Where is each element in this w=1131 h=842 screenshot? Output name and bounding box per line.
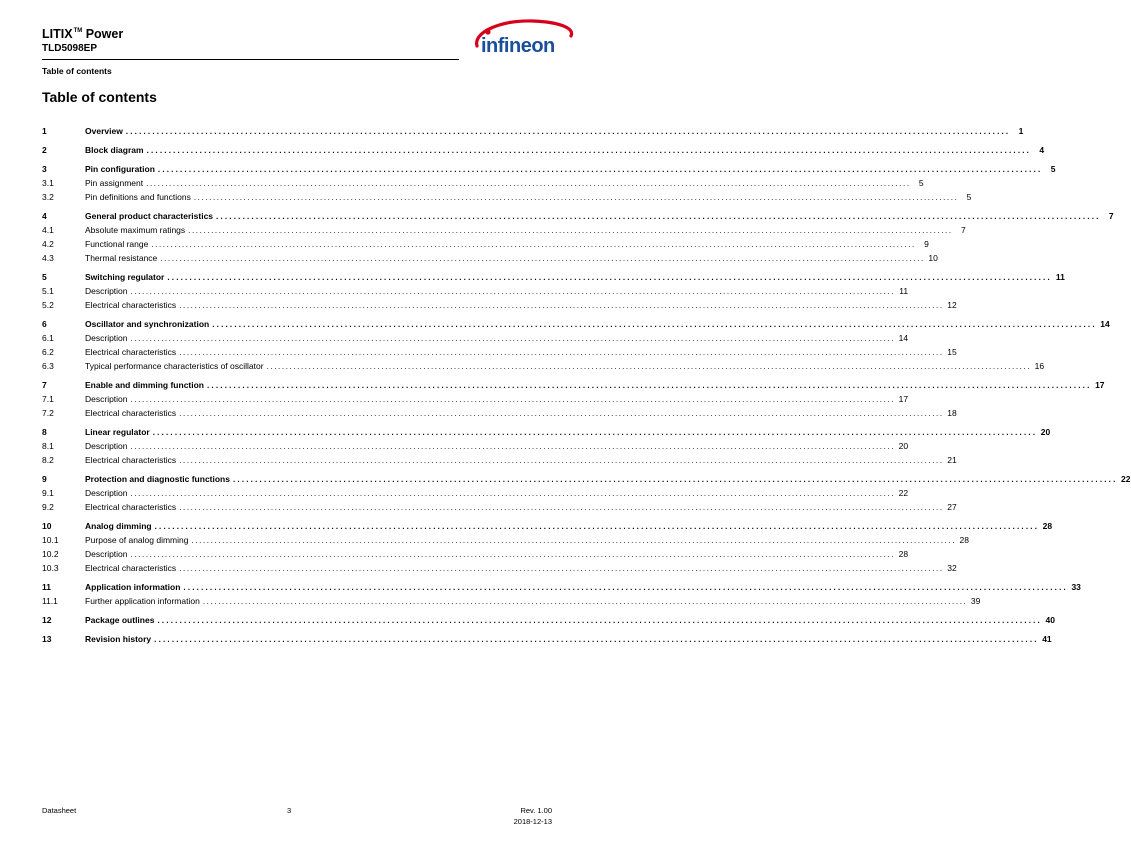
toc-entry-page: 28 [898, 549, 909, 559]
toc-dot-leader: ........................................................................................................................................................................................................ [152, 428, 1038, 437]
toc-section-entry[interactable] [42, 547, 909, 561]
toc-dot-leader: ........................................................................................................................................................................................................ [157, 165, 1043, 174]
toc-section-entry[interactable] [42, 453, 957, 467]
toc-entry-page: 17 [1095, 380, 1105, 390]
toc-entry-label: Typical performance characteristics of oscillator [85, 361, 264, 371]
toc-dot-leader: ........................................................................................................................................................................................................ [146, 146, 1032, 155]
toc-entry-number: 3.1 [42, 178, 54, 188]
toc-entry-label: Electrical characteristics [85, 347, 177, 357]
toc-chapter-entry[interactable] [42, 519, 1053, 533]
toc-entry-number: 13 [42, 634, 52, 644]
toc-dot-leader: ........................................................................................................................................................................................................ [157, 616, 1042, 625]
toc-entry-number: 3.2 [42, 192, 54, 202]
toc-chapter-entry[interactable] [42, 270, 1065, 284]
header-divider [42, 59, 459, 60]
toc-entry-number: 9 [42, 474, 47, 484]
toc-chapter-entry[interactable] [42, 162, 1056, 176]
toc-section-entry[interactable] [42, 392, 909, 406]
toc-entry-label: Electrical characteristics [85, 455, 177, 465]
toc-dot-leader: ........................................................................................................................................................................................................ [216, 212, 1101, 221]
page-title: Table of contents [42, 89, 157, 105]
toc-entry-number: 12 [42, 615, 52, 625]
toc-entry-label: Oscillator and synchronization [85, 319, 210, 329]
toc-dot-leader: ........................................................................................................................................................................................................ [183, 583, 1068, 592]
toc-entry-page: 7 [1108, 211, 1114, 221]
toc-entry-label: Block diagram [85, 145, 144, 155]
toc-entry-page: 21 [947, 455, 957, 465]
toc-entry-page: 14 [1100, 319, 1110, 329]
toc-entry-number: 6.1 [42, 333, 54, 343]
toc-section-entry[interactable] [42, 359, 1045, 373]
toc-entry-number: 10.3 [42, 563, 59, 573]
toc-entry-label: Pin configuration [85, 164, 155, 174]
toc-entry-number: 4.2 [42, 239, 54, 249]
toc-entry-label: Application information [85, 582, 181, 592]
toc-section-entry[interactable] [42, 439, 909, 453]
toc-entry-page: 9 [924, 239, 929, 249]
toc-dot-leader: ........................................................................................................................................................................................................ [191, 536, 957, 545]
toc-entry-page: 22 [898, 488, 909, 498]
toc-dot-leader: ........................................................................................................................................................................................................ [130, 334, 896, 343]
toc-dot-leader: ........................................................................................................................................................................................................ [130, 395, 896, 404]
toc-dot-leader: ........................................................................................................................................................................................................ [207, 381, 1092, 390]
toc-entry-page: 22 [1121, 474, 1131, 484]
toc-entry-number: 4 [42, 211, 47, 221]
toc-entry-page: 20 [1040, 427, 1051, 437]
toc-entry-page: 11 [1055, 272, 1065, 282]
toc-section-entry[interactable] [42, 406, 957, 420]
toc-entry-label: Electrical characteristics [85, 408, 177, 418]
toc-section-entry[interactable] [42, 190, 972, 204]
toc-chapter-entry[interactable] [42, 143, 1045, 157]
toc-entry-number: 8.1 [42, 441, 54, 451]
toc-entry-label: Electrical characteristics [85, 300, 177, 310]
toc-entry-label: Purpose of analog dimming [85, 535, 189, 545]
toc-entry-page: 1 [1018, 126, 1024, 136]
toc-entry-number: 6 [42, 319, 47, 329]
toc-section-entry[interactable] [42, 500, 957, 514]
toc-entry-page: 7 [960, 225, 966, 235]
product-line-suffix: Power [82, 27, 124, 41]
toc-chapter-entry[interactable] [42, 317, 1110, 331]
toc-entry-number: 9.2 [42, 502, 54, 512]
running-section-title: Table of contents [42, 66, 112, 76]
product-title [42, 27, 123, 41]
toc-entry-number: 10.1 [42, 535, 59, 545]
toc-chapter-entry[interactable] [42, 209, 1114, 223]
toc-entry-label: Revision history [85, 634, 152, 644]
toc-entry-page: 5 [1050, 164, 1056, 174]
svg-text:infineon: infineon [481, 35, 555, 57]
toc-entry-label: Description [85, 441, 128, 451]
toc-entry-number: 6.2 [42, 347, 54, 357]
toc-entry-label: Functional range [85, 239, 149, 249]
toc-dot-leader: ........................................................................................................................................................................................................ [130, 442, 896, 451]
toc-dot-leader: ........................................................................................................................................................................................................ [154, 522, 1040, 531]
toc-entry-number: 11 [42, 582, 51, 592]
toc-entry-label: Description [85, 549, 128, 559]
toc-entry-number: 7 [42, 380, 47, 390]
toc-section-entry[interactable] [42, 345, 957, 359]
footer-page-number: 3 [287, 806, 292, 815]
toc-entry-page: 28 [1042, 521, 1053, 531]
toc-entry-label: Description [85, 488, 128, 498]
toc-section-entry[interactable] [42, 284, 909, 298]
toc-dot-leader: ........................................................................................................................................................................................................ [130, 287, 896, 296]
toc-section-entry[interactable] [42, 486, 909, 500]
table-of-contents [42, 124, 1131, 646]
toc-section-entry[interactable] [42, 251, 938, 265]
toc-entry-label: Description [85, 333, 128, 343]
toc-entry-label: Analog dimming [85, 521, 152, 531]
toc-section-entry[interactable] [42, 223, 966, 237]
toc-section-entry[interactable] [42, 298, 957, 312]
toc-entry-number: 9.1 [42, 488, 54, 498]
toc-entry-page: 16 [1034, 361, 1045, 371]
toc-entry-page: 33 [1071, 582, 1081, 592]
toc-dot-leader: ........................................................................................................................................................................................................ [179, 348, 944, 357]
toc-entry-page: 17 [898, 394, 909, 404]
toc-entry-label: Electrical characteristics [85, 563, 177, 573]
toc-dot-leader: ........................................................................................................................................................................................................ [179, 456, 944, 465]
toc-entry-label: Protection and diagnostic functions [85, 474, 230, 484]
toc-entry-page: 5 [918, 178, 924, 188]
toc-entry-number: 5.2 [42, 300, 54, 310]
part-number: TLD5098EP [42, 43, 98, 54]
toc-dot-leader: ........................................................................................................................................................................................................ [232, 475, 1118, 484]
toc-entry-number: 2 [42, 145, 47, 155]
toc-dot-leader: ........................................................................................................................................................................................................ [130, 550, 896, 559]
toc-entry-page: 39 [970, 596, 981, 606]
toc-dot-leader: ........................................................................................................................................................................................................ [202, 597, 968, 606]
toc-section-entry[interactable] [42, 561, 957, 575]
toc-entry-label: Pin definitions and functions [85, 192, 191, 202]
toc-entry-number: 7.1 [42, 394, 54, 404]
toc-dot-leader: ........................................................................................................................................................................................................ [125, 127, 1011, 136]
toc-dot-leader: ........................................................................................................................................................................................................ [130, 489, 896, 498]
toc-chapter-entry[interactable] [42, 378, 1105, 392]
toc-entry-label: Thermal resistance [85, 253, 158, 263]
toc-entry-label: Switching regulator [85, 272, 165, 282]
footer-date: 2018-12-13 [513, 817, 552, 826]
toc-entry-number: 8.2 [42, 455, 54, 465]
toc-entry-page: 20 [898, 441, 909, 451]
toc-section-entry[interactable] [42, 176, 924, 190]
toc-entry-page: 11 [899, 286, 909, 296]
toc-entry-page: 4 [1039, 145, 1045, 155]
toc-dot-leader: ........................................................................................................................................................................................................ [160, 254, 925, 263]
toc-section-entry[interactable] [42, 237, 929, 251]
toc-entry-label: Linear regulator [85, 427, 150, 437]
toc-chapter-entry[interactable] [42, 124, 1024, 138]
toc-entry-label: Further application information [85, 596, 200, 606]
toc-dot-leader: ........................................................................................................................................................................................................ [188, 226, 953, 235]
toc-section-entry[interactable] [42, 331, 909, 345]
toc-entry-label: Description [85, 286, 128, 296]
toc-entry-page: 27 [947, 502, 957, 512]
toc-section-entry[interactable] [42, 533, 970, 547]
toc-dot-leader: ........................................................................................................................................................................................................ [193, 193, 959, 202]
toc-dot-leader: ........................................................................................................................................................................................................ [179, 301, 944, 310]
toc-entry-number: 10.2 [42, 549, 59, 559]
toc-entry-number: 7.2 [42, 408, 54, 418]
toc-dot-leader: ........................................................................................................................................................................................................ [179, 409, 944, 418]
toc-dot-leader: ........................................................................................................................................................................................................ [154, 635, 1039, 644]
toc-entry-page: 41 [1042, 634, 1052, 644]
infineon-logo-icon [471, 18, 579, 60]
toc-dot-leader: ........................................................................................................................................................................................................ [146, 179, 911, 188]
toc-dot-leader: ........................................................................................................................................................................................................ [179, 564, 944, 573]
toc-dot-leader: ........................................................................................................................................................................................................ [167, 273, 1052, 282]
trademark-mark: TM [73, 28, 83, 34]
toc-entry-page: 10 [928, 253, 938, 263]
toc-entry-number: 4.1 [42, 225, 54, 235]
toc-entry-number: 4.3 [42, 253, 54, 263]
toc-dot-leader: ........................................................................................................................................................................................................ [179, 503, 944, 512]
toc-entry-number: 6.3 [42, 361, 54, 371]
toc-entry-page: 18 [947, 408, 957, 418]
toc-chapter-entry[interactable] [42, 425, 1051, 439]
toc-entry-label: Overview [85, 126, 123, 136]
toc-dot-leader: ........................................................................................................................................................................................................ [151, 240, 916, 249]
footer-doc-type: Datasheet [42, 806, 77, 815]
toc-dot-leader: ........................................................................................................................................................................................................ [212, 320, 1097, 329]
toc-entry-page: 15 [947, 347, 957, 357]
product-line: LITIX [42, 27, 73, 41]
toc-entry-label: Electrical characteristics [85, 502, 177, 512]
toc-entry-page: 5 [966, 192, 972, 202]
toc-chapter-entry[interactable] [42, 580, 1081, 594]
toc-chapter-entry[interactable] [42, 613, 1055, 627]
toc-entry-page: 12 [947, 300, 957, 310]
toc-entry-page: 28 [959, 535, 970, 545]
toc-entry-number: 11.1 [42, 596, 58, 606]
toc-entry-page: 32 [947, 563, 957, 573]
toc-entry-label: Absolute maximum ratings [85, 225, 186, 235]
toc-entry-number: 1 [42, 126, 47, 136]
toc-entry-label: Description [85, 394, 128, 404]
toc-entry-number: 10 [42, 521, 52, 531]
toc-entry-page: 14 [898, 333, 909, 343]
toc-entry-page: 40 [1045, 615, 1055, 625]
toc-entry-number: 8 [42, 427, 47, 437]
toc-section-entry[interactable] [42, 594, 981, 608]
toc-entry-label: General product characteristics [85, 211, 214, 221]
toc-chapter-entry[interactable] [42, 632, 1052, 646]
toc-entry-number: 3 [42, 164, 47, 174]
toc-entry-label: Pin assignment [85, 178, 144, 188]
toc-chapter-entry[interactable] [42, 472, 1131, 486]
toc-entry-number: 5.1 [42, 286, 54, 296]
toc-dot-leader: ........................................................................................................................................................................................................ [266, 362, 1032, 371]
toc-entry-number: 5 [42, 272, 47, 282]
footer-revision: Rev. 1.00 [520, 806, 552, 815]
toc-entry-label: Enable and dimming function [85, 380, 204, 390]
toc-entry-label: Package outlines [85, 615, 155, 625]
